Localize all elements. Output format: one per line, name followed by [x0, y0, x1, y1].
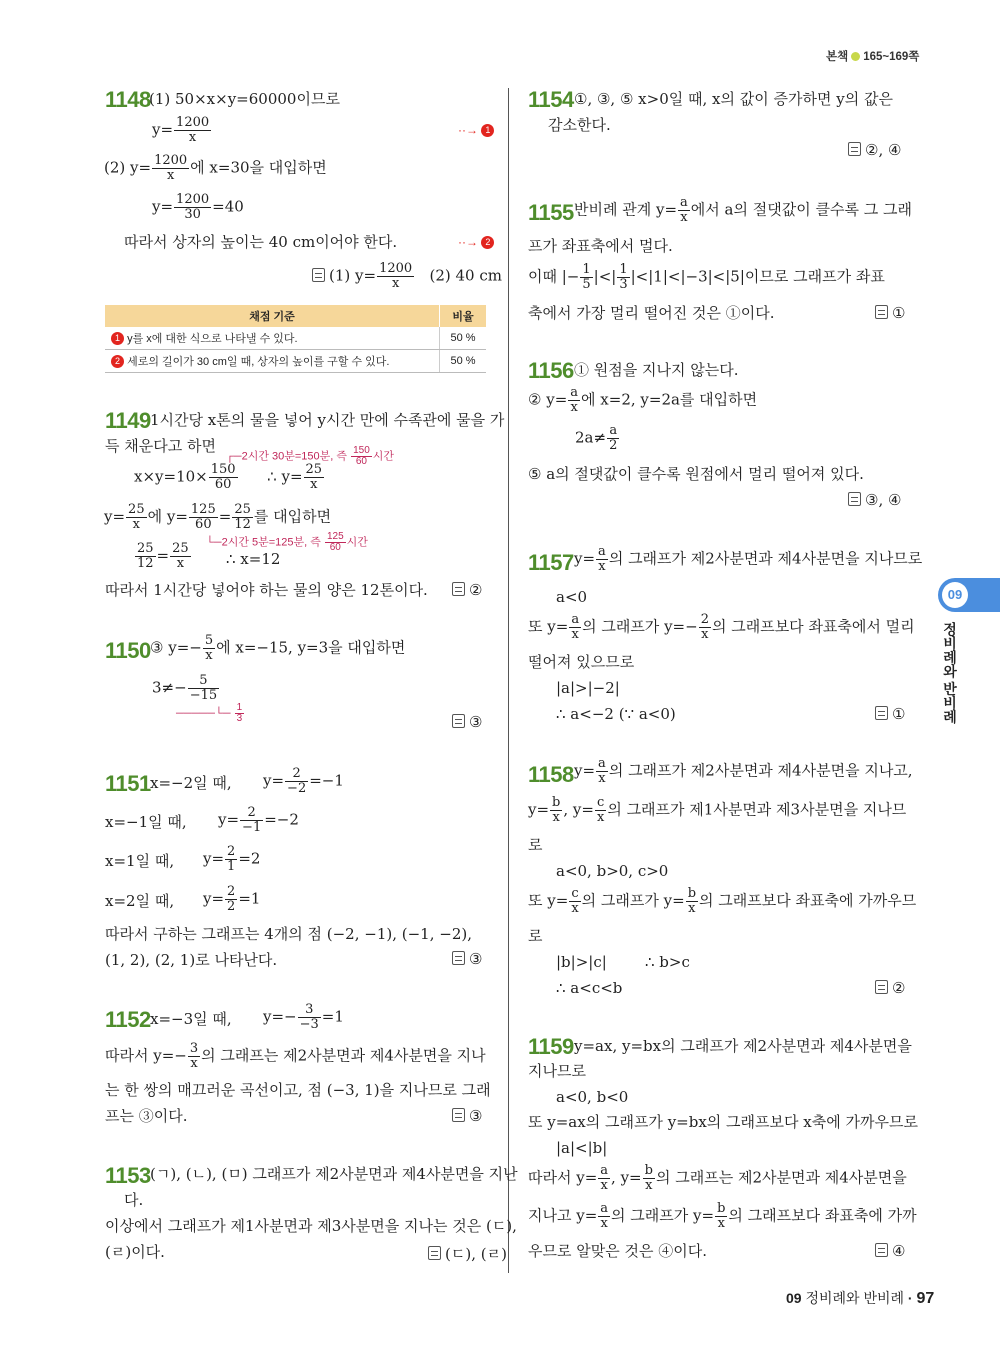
answer-icon [875, 305, 888, 319]
answer-icon [428, 1246, 441, 1260]
p1150-line1: ③ y=− $\frac{5}{x}$ 에 x=−15, y=3을 대입하면 [150, 633, 406, 663]
mark-2: ··→ 2 [458, 235, 494, 249]
grading-row: 1 y를 x에 대한 식으로 나타낼 수 있다. [105, 327, 440, 350]
chapter-tab-title: 정비례와 반비례 [942, 622, 958, 724]
problem-number-1157: 1157 [528, 550, 574, 575]
problem-number-1149: 1149 [105, 408, 151, 433]
problem-number-1148: 1148 [105, 87, 151, 112]
p1148-line2: y= $\frac{1200}{x}$ [152, 115, 210, 145]
p1152-line1: y=− $\frac{3}{-3}$ =1 [263, 1002, 344, 1032]
grading-table: 채점 기준 비율 1 y를 x에 대한 식으로 나타낼 수 있다. 50 % 2 세로의 길이가 30 cm일 때, 상자의 높이를 구할 수 있다. 50 % [105, 305, 486, 373]
answer-icon [848, 492, 861, 506]
p1155-line1: 반비례 관계 y= $\frac{a}{x}$ 에서 a의 절댓값이 클수록 그 그래 [574, 195, 912, 225]
answer-1158: ② [875, 979, 905, 997]
column-divider [508, 88, 509, 1273]
page-number: 97 [916, 1290, 935, 1307]
p1151-row1: y= $\frac{2}{-2}$ =−1 [263, 766, 344, 796]
p1152-line2: 따라서 y=− $\frac{3}{x}$ 의 그래프는 제2사분면과 제4사분면을 지나 [105, 1041, 486, 1071]
answer-1159: ④ [875, 1242, 905, 1260]
answer-1153: (ㄷ), (ㄹ) [428, 1243, 507, 1264]
fraction: $\frac{1200}{x}$ [379, 261, 413, 291]
p1149-line4: y= $\frac{25}{x}$ 에 y= $\frac{125}{60}$ = $\frac{25}{12}$ 를 대입하면 [104, 502, 332, 532]
p1149-line1: 1시간당 x톤의 물을 넣어 y시간 만에 수족관에 물을 가 [150, 411, 505, 429]
answer-1155: ① [875, 304, 905, 322]
grading-row: 2 세로의 길이가 30 cm일 때, 상자의 높이를 구할 수 있다. [105, 350, 440, 373]
fraction: $\frac{1200}{30}$ [176, 192, 210, 222]
p1156-line3: 2a≠ $\frac{a}{2}$ [575, 423, 618, 453]
answer-1152: ③ [452, 1107, 482, 1125]
answer-1151: ③ [452, 950, 482, 968]
answer-1154: ②, ④ [848, 141, 901, 159]
p1159-line7: 지나고 y= $\frac{a}{x}$ 의 그래프가 y= $\frac{b}{x}$ 의 그래프보다 좌표축에 가까 [528, 1201, 917, 1231]
p1148-line4: y= $\frac{1200}{30}$ =40 [152, 192, 244, 222]
chapter-tab[interactable] [938, 578, 1000, 612]
p1155-line3: 이때 |− $\frac{1}{5}$ |<| $\frac{1}{3}$ |<|1|<|−3|<|5|이므로 그래프가 좌표 [528, 262, 885, 292]
answer-1150: ③ [452, 713, 482, 731]
answer-icon [452, 951, 465, 965]
p1158-line2: y= $\frac{b}{x}$ , y= $\frac{c}{x}$ 의 그래프가 제1사분면과 제3사분면을 지나므 [528, 795, 907, 825]
p1151-row2: y= $\frac{2}{-1}$ =−2 [218, 805, 299, 835]
page-header [826, 48, 919, 64]
p1149-line5b: ∴ x=12 [226, 550, 281, 568]
answer-1148: (1) y= $\frac{1200}{x}$ (2) 40 cm [312, 262, 502, 291]
answer-icon [875, 980, 888, 994]
p1151-row4: y= $\frac{2}{2}$ =1 [203, 884, 261, 914]
problem-number-1151: 1151 [105, 771, 151, 796]
grading-header-criteria: 채점 기준 [105, 305, 440, 327]
answer-icon [875, 706, 888, 720]
problem-number-1159: 1159 [528, 1034, 574, 1059]
header-pages: 165~169쪽 [863, 51, 920, 63]
problem-number-1153: 1153 [105, 1163, 151, 1188]
answer-icon [875, 1243, 888, 1257]
grading-header-ratio: 비율 [440, 305, 487, 327]
answer-icon [452, 582, 465, 596]
footer-title: 정비례와 반비례 [805, 1290, 905, 1306]
p1156-line2: ② y= $\frac{a}{x}$ 에 x=2, y=2a를 대입하면 [528, 385, 758, 415]
p1148-line1: (1) 50×x×y=60000이므로 [149, 90, 340, 108]
answer-1149: ② [452, 581, 482, 599]
p1150-line2: 3≠− $\frac{5}{-15}$ [152, 673, 218, 703]
p1149-line5: $\frac{25}{12}$ = $\frac{25}{x}$ [137, 541, 189, 571]
problem-number-1152: 1152 [105, 1007, 151, 1032]
problem-number-1154: 1154 [528, 87, 574, 112]
fraction: $\frac{1200}{x}$ [154, 153, 188, 183]
problem-number-1156: 1156 [528, 358, 574, 383]
p1159-line6: 따라서 y= $\frac{a}{x}$ , y= $\frac{b}{x}$ 의 그래프는 제2사분면과 제4사분면을 [528, 1163, 907, 1193]
p1149-note2: └─2시간 5분=125분, 즉 $\frac{125}{60}$ 시간 [206, 531, 368, 553]
p1151-row3: y= $\frac{2}{1}$ =2 [203, 844, 261, 874]
problem-number-1155: 1155 [528, 200, 574, 225]
p1149-line2: 득 채운다고 하면 [105, 437, 216, 455]
p1148-line5: 따라서 상자의 높이는 40 cm이어야 한다. [124, 233, 398, 251]
answer-icon [312, 268, 325, 282]
p1149-note1: ┌─2시간 30분=150분, 즉 $\frac{150}{60}$ 시간 [226, 445, 395, 467]
mark-1: ··→ 1 [458, 123, 494, 137]
p1149-line3: x×y=10× $\frac{150}{60}$ ∴ y= $\frac{25}{x}$ [134, 462, 323, 492]
page-footer: 09 정비례와 반비례 · 97 [786, 1290, 935, 1307]
p1148-line3: (2) y= $\frac{1200}{x}$ 에 x=30을 대입하면 [104, 153, 327, 183]
p1158-line5: 또 y= $\frac{c}{x}$ 의 그래프가 y= $\frac{b}{x}$ 의 그래프보다 좌표축에 가까우므 [528, 886, 917, 916]
p1157-line1: y= $\frac{a}{x}$ 의 그래프가 제2사분면과 제4사분면을 지나므로 [574, 544, 923, 574]
p1157-line3: 또 y= $\frac{a}{x}$ 의 그래프가 y=− $\frac{2}{x}$ 의 그래프보다 좌표축에서 멀리 [528, 612, 915, 642]
fraction: $\frac{1200}{x}$ [176, 115, 210, 145]
answer-1157: ① [875, 705, 905, 723]
answer-icon [848, 142, 861, 156]
p1150-note: ─────└─ $\frac{1}{3}$ [176, 702, 243, 724]
chapter-tab-number: 09 [942, 582, 968, 608]
problem-number-1158: 1158 [528, 762, 574, 787]
answer-icon [452, 714, 465, 728]
answer-icon [452, 1108, 465, 1122]
footer-chapter: 09 [786, 1290, 802, 1306]
p1149-line6: 따라서 1시간당 넣어야 하는 물의 양은 12톤이다. [105, 581, 428, 599]
answer-1156: ③, ④ [848, 491, 901, 509]
dot-icon [851, 52, 860, 61]
problem-number-1150: 1150 [105, 638, 151, 663]
p1158-line1: y= $\frac{a}{x}$ 의 그래프가 제2사분면과 제4사분면을 지나고, [574, 756, 913, 786]
header-book: 본책 [826, 51, 849, 63]
